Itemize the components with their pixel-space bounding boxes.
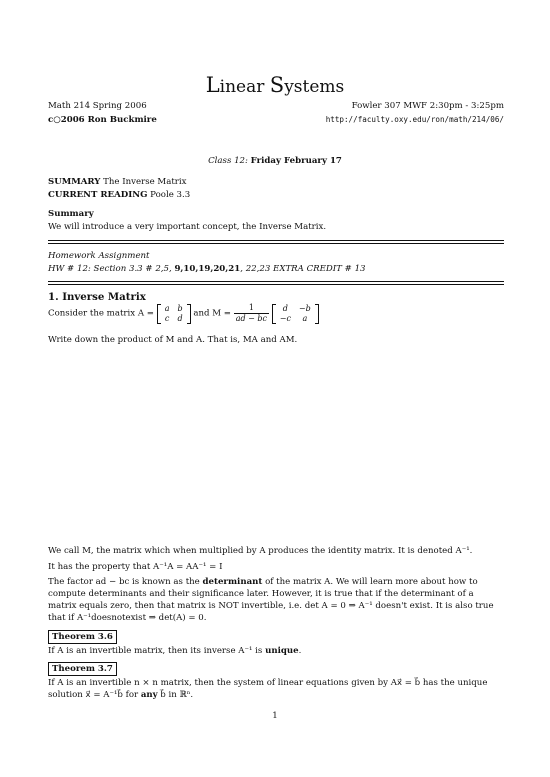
reading-label: CURRENT READING <box>48 190 148 200</box>
divider-rule-top <box>48 240 504 241</box>
consider-text: Consider the matrix A = <box>48 308 154 319</box>
determinant-fraction <box>234 303 269 324</box>
matrix-a-cell: d <box>177 313 183 323</box>
theorem-3-7-part: b⃗ in ℝⁿ. <box>157 690 194 700</box>
divider-rule-2-top <box>48 281 504 282</box>
reading-line <box>48 189 190 201</box>
summary-topic: The Inverse Matrix <box>103 177 187 187</box>
summary-label: SUMMARY <box>48 177 101 187</box>
matrix-m <box>272 304 319 324</box>
section-title: Inverse Matrix <box>62 291 146 303</box>
fraction-numerator: 1 <box>234 303 269 314</box>
matrix-definition-line <box>48 303 319 324</box>
determinant-text-2: of the matrix A. We will learn more about how to compute determinants and their significance later. However, it is true that if the determinant of a matrix equals zero, then that matrix is NOT invertible, i.e. det A = 0 ⇒ A⁻¹ doesn't exist. It is also true that if A⁻¹doesnotexist ⇒ det(A) = 0. <box>48 577 494 623</box>
fraction-denominator: ad − bc <box>235 314 267 323</box>
matrix-m-cell: d <box>282 303 288 313</box>
homework-line <box>48 263 366 275</box>
course-label: Math 214 Spring 2006 <box>48 101 147 111</box>
homework-suffix: , 22,23 EXTRA CREDIT # 13 <box>240 264 366 274</box>
divider-rule-bottom <box>48 243 504 244</box>
determinant-paragraph <box>48 576 504 624</box>
summary-text: We will introduce a very important concept, the Inverse Matrix. <box>48 222 327 232</box>
homework-heading: Homework Assignment <box>48 251 150 261</box>
theorem-3-7-emphasis: any <box>140 690 158 700</box>
theorem-3-7-text <box>48 677 504 701</box>
section-heading <box>48 291 146 303</box>
theorem-3-6-text <box>48 645 301 657</box>
matrix-m-cell: −c <box>279 313 291 323</box>
section-number: 1. <box>48 291 59 303</box>
summary-heading: Summary <box>48 209 94 219</box>
and-m-text: and M = <box>193 308 231 319</box>
schedule-label: Fowler 307 MWF 2:30pm - 3:25pm <box>351 101 504 111</box>
class-info <box>0 155 550 167</box>
theorem-3-6-part: . <box>298 646 302 656</box>
reading-text: Poole 3.3 <box>150 190 191 200</box>
theorem-3-6-label: Theorem 3.6 <box>48 630 117 644</box>
matrix-m-cell: −b <box>298 303 311 313</box>
page-number: 1 <box>272 711 278 721</box>
title-part-ystems: ystems <box>284 77 345 97</box>
title-initial-l: L <box>205 73 220 97</box>
document-title <box>0 73 550 97</box>
class-date: Friday February 17 <box>250 156 342 166</box>
determinant-text-1: The factor ad − bc is known as the <box>48 577 203 587</box>
matrix-a-cell: c <box>164 313 170 323</box>
homework-required: 9,10,19,20,21 <box>174 264 241 274</box>
copyright-label: c○2006 Ron Buckmire <box>48 115 157 125</box>
inverse-definition: We call M, the matrix which when multiplied by A produces the identity matrix. It is denoted A⁻¹. <box>48 546 473 556</box>
class-number: Class 12: <box>208 156 248 166</box>
matrix-a-cell: a <box>164 303 170 313</box>
summary-line <box>48 176 187 188</box>
title-initial-s: S <box>269 73 285 97</box>
matrix-a <box>157 304 191 324</box>
title-part-inear: inear <box>219 77 270 97</box>
theorem-3-6-part: If A is an invertible matrix, then its inverse A⁻¹ is <box>48 646 266 656</box>
course-url: http://faculty.oxy.edu/ron/math/214/06/ <box>325 115 504 124</box>
matrix-m-cell: a <box>302 313 308 323</box>
write-down-instruction: Write down the product of M and A. That is, MA and AM. <box>48 335 298 345</box>
determinant-term: determinant <box>202 577 263 587</box>
matrix-a-cell: b <box>177 303 183 313</box>
theorem-3-6-emphasis: unique <box>265 646 299 656</box>
theorem-3-7-part: If A is an invertible n × n matrix, then the system of linear equations given by Ax⃗ = b⃗ has the unique solution x⃗ = A⁻¹b⃗ for <box>48 678 488 700</box>
divider-rule-2-bottom <box>48 284 504 285</box>
homework-prefix: HW # 12: Section 3.3 # 2,5, <box>48 264 175 274</box>
inverse-property: It has the property that A⁻¹A = AA⁻¹ = I <box>48 562 223 572</box>
theorem-3-7-label: Theorem 3.7 <box>48 662 117 676</box>
